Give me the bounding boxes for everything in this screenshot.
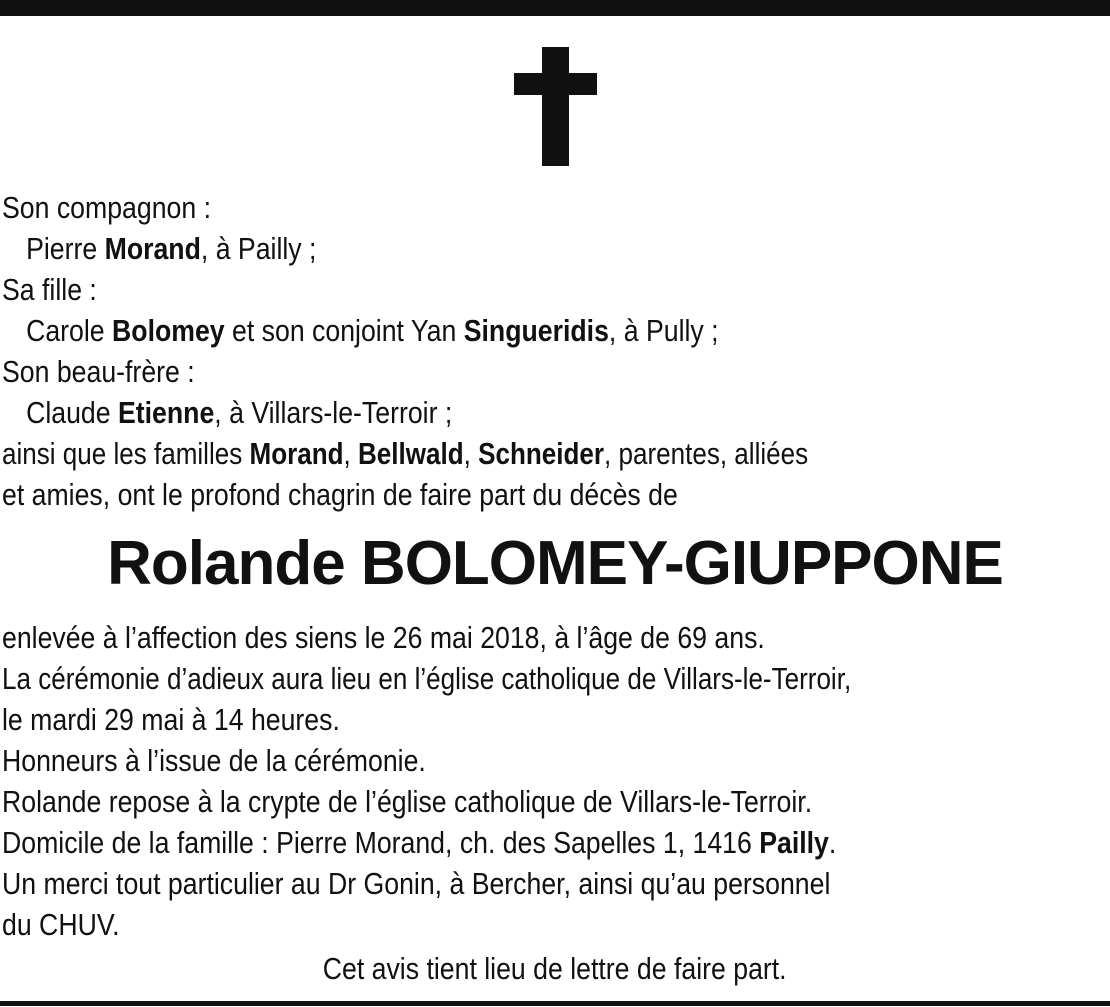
domicile-end: .: [828, 825, 837, 860]
family-section: [2, 187, 1102, 515]
detail-line-domicile: [2, 822, 948, 863]
brother-in-law-line: [2, 392, 948, 433]
latin-cross-icon: [514, 47, 597, 166]
cross-vertical-bar: [542, 47, 569, 166]
family-name-morand: Morand: [249, 436, 344, 471]
detail-line-ceremony: La cérémonie d’adieux aura lieu en l’église catholique de Villars-le-Terroir,: [2, 661, 852, 696]
detail-line-date: le mardi 29 mai à 14 heures.: [2, 702, 340, 737]
domicile-town: Pailly: [759, 825, 829, 860]
detail-line-affection: enlevée à l’affection des siens le 26 mai 2018, à l’âge de 69 ans.: [2, 620, 765, 655]
detail-line-thanks: Un merci tout particulier au Dr Gonin, à Bercher, ainsi qu’au personnel: [2, 866, 831, 901]
daughter-line: [2, 310, 948, 351]
bottom-border-rule: [0, 1001, 1110, 1006]
families-prefix: ainsi que les familles: [2, 436, 250, 471]
daughter-last-name: Bolomey: [112, 313, 225, 348]
families-separator: ,: [463, 436, 479, 471]
detail-line-crypt: Rolande repose à la crypte de l’église catholique de Villars-le-Terroir.: [2, 784, 813, 819]
cross-horizontal-bar: [514, 73, 597, 95]
announcement-line: et amies, ont le profond chagrin de faire part du décès de: [2, 477, 678, 512]
closing-text: Cet avis tient lieu de lettre de faire part.: [323, 951, 787, 986]
top-border-rule: [0, 0, 1110, 16]
daughter-label: Sa fille :: [2, 272, 97, 307]
daughter-place: , à Pully ;: [608, 313, 719, 348]
domicile-text: Domicile de la famille : Pierre Morand, ch. des Sapelles 1, 1416: [2, 825, 760, 860]
families-line: [2, 433, 926, 474]
family-name-bellwald: Bellwald: [358, 436, 464, 471]
closing-line: [0, 948, 1110, 989]
details-section: [2, 617, 1102, 945]
detail-line-chuv: du CHUV.: [2, 907, 120, 942]
deceased-name-heading: Rolande BOLOMEY-GIUPPONE: [107, 529, 1003, 598]
companion-label: Son compagnon :: [2, 190, 211, 225]
families-separator: ,: [343, 436, 359, 471]
daughter-connector: et son conjoint Yan: [224, 313, 464, 348]
brother-in-law-place: , à Villars-le-Terroir ;: [214, 395, 453, 430]
companion-first-name: Pierre: [26, 231, 105, 266]
companion-last-name: Morand: [104, 231, 201, 266]
companion-place: , à Pailly ;: [200, 231, 317, 266]
family-name-schneider: Schneider: [478, 436, 605, 471]
brother-in-law-last-name: Etienne: [117, 395, 215, 430]
families-suffix: , parentes, alliées: [604, 436, 809, 471]
detail-line-honours: Honneurs à l’issue de la cérémonie.: [2, 743, 426, 778]
brother-in-law-label: Son beau-frère :: [2, 354, 195, 389]
partner-last-name: Singueridis: [463, 313, 609, 348]
brother-in-law-first-name: Claude: [26, 395, 118, 430]
daughter-first-name: Carole: [26, 313, 113, 348]
companion-line: [2, 228, 948, 269]
